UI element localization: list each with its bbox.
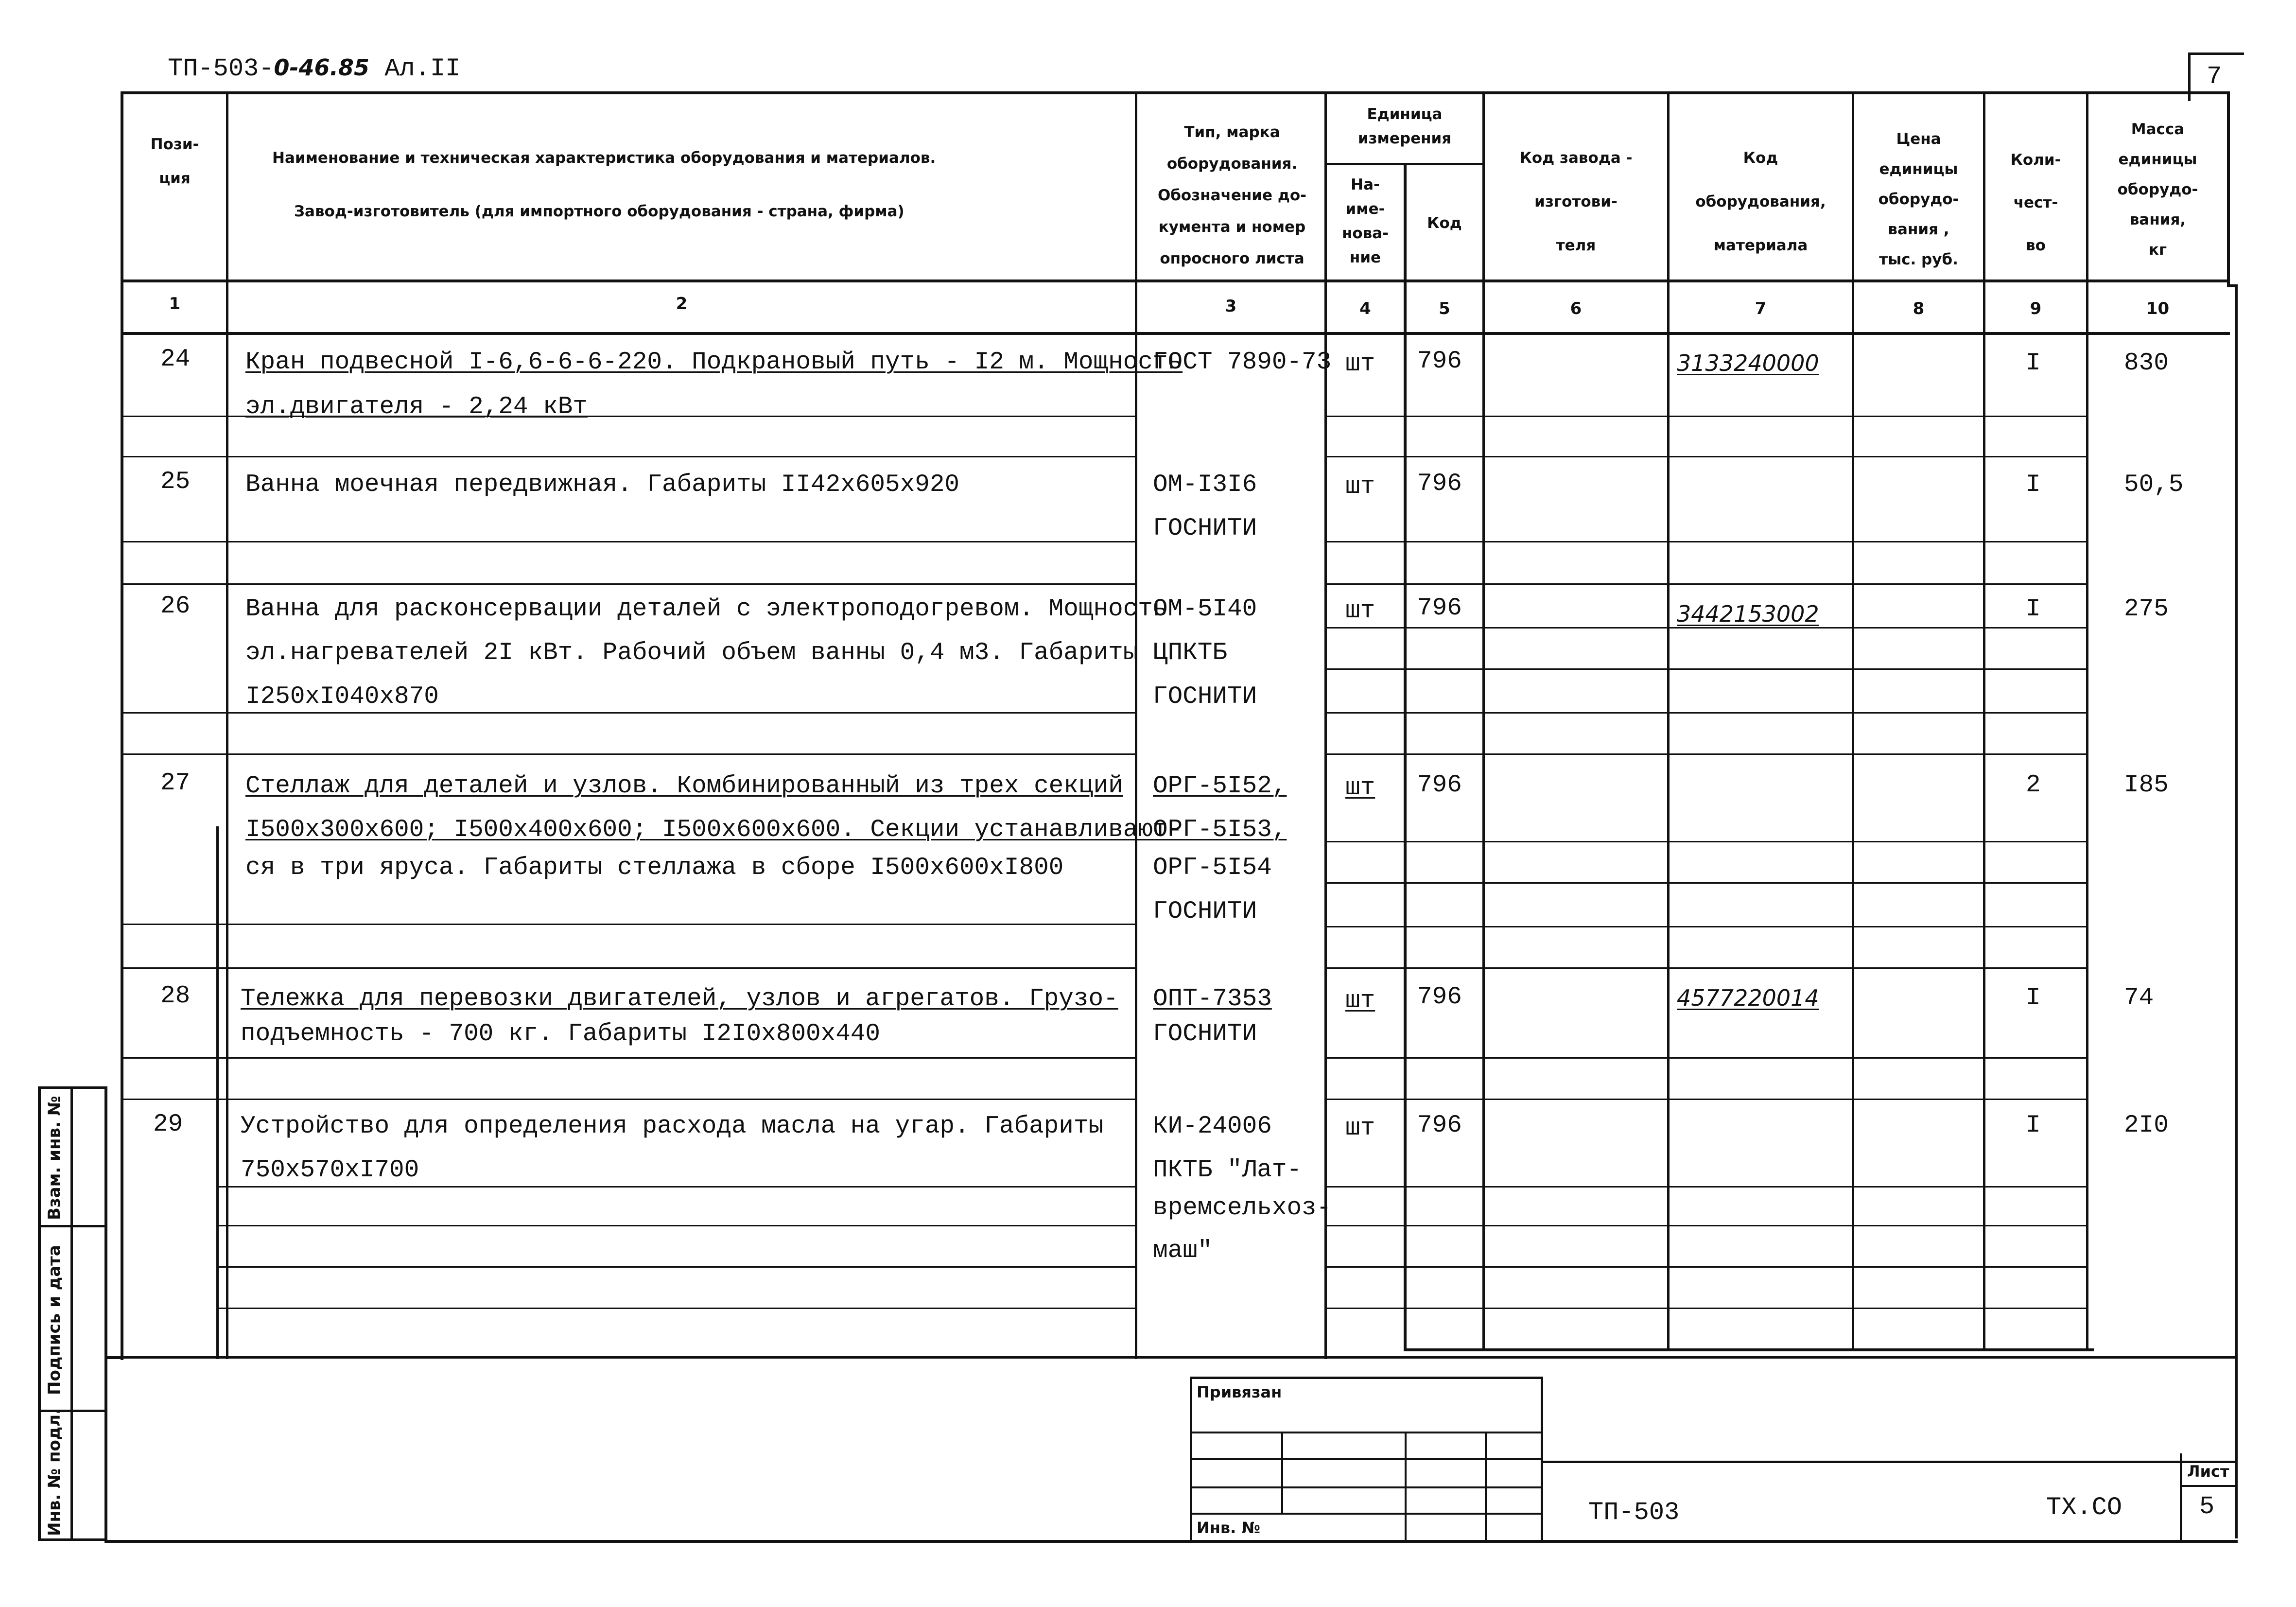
row-unit-code: 796 — [1417, 594, 1462, 622]
header-unit-name-line: На- — [1351, 176, 1380, 193]
row-type-line: ОМ-5I40 — [1153, 595, 1257, 623]
stamp-inv-label: Инв. № — [1197, 1519, 1260, 1537]
row-unit: шт — [1345, 774, 1375, 802]
header-factory-code — [1485, 136, 1667, 267]
row-quantity: I — [2026, 595, 2041, 623]
title-block-doc: ТХ.СО — [2046, 1493, 2122, 1522]
row-name-line: эл.двигателя - 2,24 кВт — [245, 393, 588, 421]
side-label-signature-date: Подпись и дата — [45, 1245, 64, 1395]
header-unit-group-line: измерения — [1357, 130, 1452, 147]
header-mass — [2088, 114, 2227, 265]
header-unit-name-line: ние — [1349, 249, 1381, 266]
row-unit-code: 796 — [1417, 348, 1462, 375]
header-quantity — [1985, 139, 2086, 267]
row-unit: шт — [1345, 1115, 1375, 1142]
row-mass: I85 — [2124, 771, 2169, 799]
column-number: 4 — [1359, 299, 1371, 318]
row-name-line: подъемность - 700 кг. Габариты I2I0х800х440 — [241, 1020, 881, 1048]
header-position — [123, 127, 226, 195]
header-quantity-line: во — [2026, 237, 2046, 254]
col-sep-9 — [2086, 91, 2088, 1351]
row-name-line: Кран подвесной I-6,6-6-6-220. Подкрановый путь - I2 м. Мощность — [245, 349, 1183, 376]
column-number: 3 — [1225, 297, 1237, 316]
stamp-bound-label: Привязан — [1197, 1383, 1282, 1401]
header-mass-line: оборудо- — [2117, 181, 2198, 198]
row-unit: шт — [1345, 350, 1375, 378]
row-unit-code: 796 — [1417, 983, 1462, 1011]
row-name-line: 750х570хI700 — [241, 1156, 419, 1184]
header-quantity-line: Коли- — [2010, 151, 2061, 169]
row-name-line: ся в три яруса. Габариты стеллажа в сборе I500х600хI800 — [245, 854, 1064, 882]
row-type-line: ОРГ-5I53, — [1153, 816, 1287, 844]
col-sep-4 — [1404, 165, 1407, 1351]
header-type — [1140, 117, 1324, 275]
row-mass: 830 — [2124, 349, 2169, 377]
row-equipment-code: 3442153002 — [1677, 601, 1819, 627]
row-unit-code: 796 — [1417, 470, 1462, 498]
row-unit-code: 796 — [1417, 1112, 1462, 1139]
row-quantity: I — [2026, 984, 2041, 1012]
col-sep-2 — [1135, 91, 1137, 1359]
column-number: 5 — [1439, 299, 1450, 318]
row-position: 26 — [160, 593, 191, 620]
header-equipment-code — [1670, 136, 1852, 267]
title-block-sheet-label: Лист — [2187, 1462, 2229, 1481]
row-name-line: I250хI040х870 — [245, 683, 439, 711]
row-type-line: ЦПКТБ — [1153, 639, 1228, 667]
header-price-line: оборудо- — [1878, 191, 1959, 208]
header-mass-line: единицы — [2118, 151, 2197, 168]
row-quantity: I — [2026, 349, 2041, 377]
header-mass-line: вания, — [2129, 211, 2186, 228]
row-type-line: ОРГ-5I54 — [1153, 854, 1272, 882]
row-position: 28 — [160, 982, 191, 1010]
row-unit: шт — [1345, 473, 1375, 501]
header-equipment-code-line: оборудования, — [1695, 193, 1826, 210]
row-quantity: I — [2026, 471, 2041, 499]
column-number: 7 — [1755, 299, 1767, 318]
header-unit-code: Код — [1427, 214, 1462, 232]
column-number: 9 — [2030, 299, 2042, 318]
col-sep-8 — [1983, 91, 1985, 1351]
row-type-line: ОПТ-7353 — [1153, 985, 1272, 1013]
col-sep-7 — [1852, 91, 1854, 1351]
header-name — [272, 131, 1050, 238]
row-name-line: I500х300х600; I500х400х600; I500х600х600. Секции устанавливают- — [245, 816, 1183, 844]
header-factory-code-line: Код завода - — [1519, 149, 1633, 167]
header-name-line: Завод-изготовитель (для импортного оборудования - страна, фирма) — [294, 203, 904, 220]
column-number: 1 — [169, 294, 181, 314]
document-code-suffix: Ал.II — [369, 54, 461, 83]
header-price — [1854, 124, 1983, 275]
row-type-line: ГОСНИТИ — [1153, 898, 1257, 926]
header-equipment-code-line: Код — [1743, 149, 1778, 167]
header-price-line: тыс. руб. — [1879, 251, 1958, 268]
header-unit-name-line: нова- — [1341, 225, 1389, 242]
header-name-line: Наименование и техническая характеристика оборудования и материалов. — [272, 149, 936, 167]
row-mass: 275 — [2124, 595, 2169, 623]
col-sep-1 — [226, 91, 228, 1359]
col-sep-6 — [1667, 91, 1670, 1351]
col-sep-3 — [1324, 91, 1327, 1359]
header-mass-line: Масса — [2131, 121, 2185, 138]
side-label-original-inv: Инв. № подл. — [45, 1408, 64, 1536]
row-quantity: I — [2026, 1112, 2041, 1139]
header-price-line: единицы — [1879, 160, 1958, 178]
row-position: 25 — [160, 468, 191, 496]
header-unit-group — [1327, 102, 1482, 151]
column-number: 8 — [1913, 299, 1925, 318]
row-unit: шт — [1345, 597, 1375, 625]
title-block-code: ТП-503 — [1588, 1498, 1680, 1527]
header-position-line: ция — [159, 170, 191, 187]
header-type-line: Обозначение до- — [1157, 187, 1307, 204]
row-position: 29 — [153, 1111, 183, 1138]
row-type-line: ГОСТ 7890-73 — [1153, 349, 1332, 376]
document-code-prefix: ТП-503- — [168, 54, 274, 83]
row-name-line: Стеллаж для деталей и узлов. Комбинированный из трех секций — [245, 772, 1123, 800]
header-mass-line: кг — [2148, 241, 2167, 259]
row-equipment-code: 3133240000 — [1677, 350, 1819, 376]
row-type-line: ОМ-I3I6 — [1153, 471, 1257, 499]
row-mass: 50,5 — [2124, 471, 2184, 499]
row-position: 24 — [160, 346, 191, 373]
col-sep-5 — [1482, 91, 1485, 1351]
header-unit-name-line: име- — [1345, 200, 1385, 218]
header-factory-code-line: теля — [1556, 237, 1596, 254]
row-name-line: Ванна для расконсервации деталей с электроподогревом. Мощность — [245, 595, 1168, 623]
row-name-line: Тележка для перевозки двигателей, узлов и агрегатов. Грузо- — [241, 985, 1118, 1013]
header-position-line: Пози- — [150, 136, 199, 153]
row-equipment-code: 4577220014 — [1677, 985, 1819, 1011]
side-label-replaced-inv: Взам. инв. № — [45, 1096, 64, 1220]
header-type-line: опросного листа — [1160, 250, 1305, 267]
column-number: 6 — [1570, 299, 1582, 318]
row-type-line: времсельхоз- — [1153, 1194, 1332, 1222]
header-unit-group-line: Единица — [1367, 105, 1443, 123]
row-unit-code: 796 — [1417, 771, 1462, 799]
header-factory-code-line: изготови- — [1534, 193, 1618, 210]
header-price-line: вания , — [1888, 221, 1949, 238]
row-mass: 74 — [2124, 984, 2154, 1012]
page-corner-number: 7 — [2207, 62, 2222, 91]
column-number: 10 — [2146, 299, 2170, 318]
header-quantity-line: чест- — [2013, 194, 2058, 211]
document-code-handwritten: 0-46.85 — [274, 54, 370, 81]
row-type-line: ОРГ-5I52, — [1153, 772, 1287, 800]
row-mass: 2I0 — [2124, 1112, 2169, 1139]
row-name-line: Устройство для определения расхода масла на угар. Габариты — [241, 1113, 1104, 1140]
document-code — [168, 54, 460, 83]
row-name-line: эл.нагревателей 2I кВт. Рабочий объем ванны 0,4 м3. Габариты — [245, 639, 1138, 667]
row-type-line: маш" — [1153, 1237, 1213, 1265]
row-type-line: ПКТБ "Лат- — [1153, 1156, 1302, 1184]
row-quantity: 2 — [2026, 771, 2041, 799]
row-type-line: ГОСНИТИ — [1153, 683, 1257, 711]
column-number: 2 — [676, 294, 688, 314]
row-name-line: Ванна моечная передвижная. Габариты II42х605х920 — [245, 471, 960, 499]
row-type-line: КИ-24006 — [1153, 1113, 1272, 1140]
header-equipment-code-line: материала — [1713, 237, 1808, 254]
title-block-sheet-number: 5 — [2199, 1492, 2215, 1521]
header-price-line: Цена — [1896, 130, 1941, 148]
row-unit: шт — [1345, 987, 1375, 1015]
header-type-line: кумента и номер — [1158, 218, 1306, 236]
row-type-line: ГОСНИТИ — [1153, 1020, 1257, 1048]
header-type-line: оборудования. — [1166, 155, 1298, 173]
row-position: 27 — [160, 769, 191, 797]
row-type-line: ГОСНИТИ — [1153, 515, 1257, 542]
header-type-line: Тип, марка — [1184, 123, 1280, 141]
header-unit-name — [1327, 173, 1404, 270]
